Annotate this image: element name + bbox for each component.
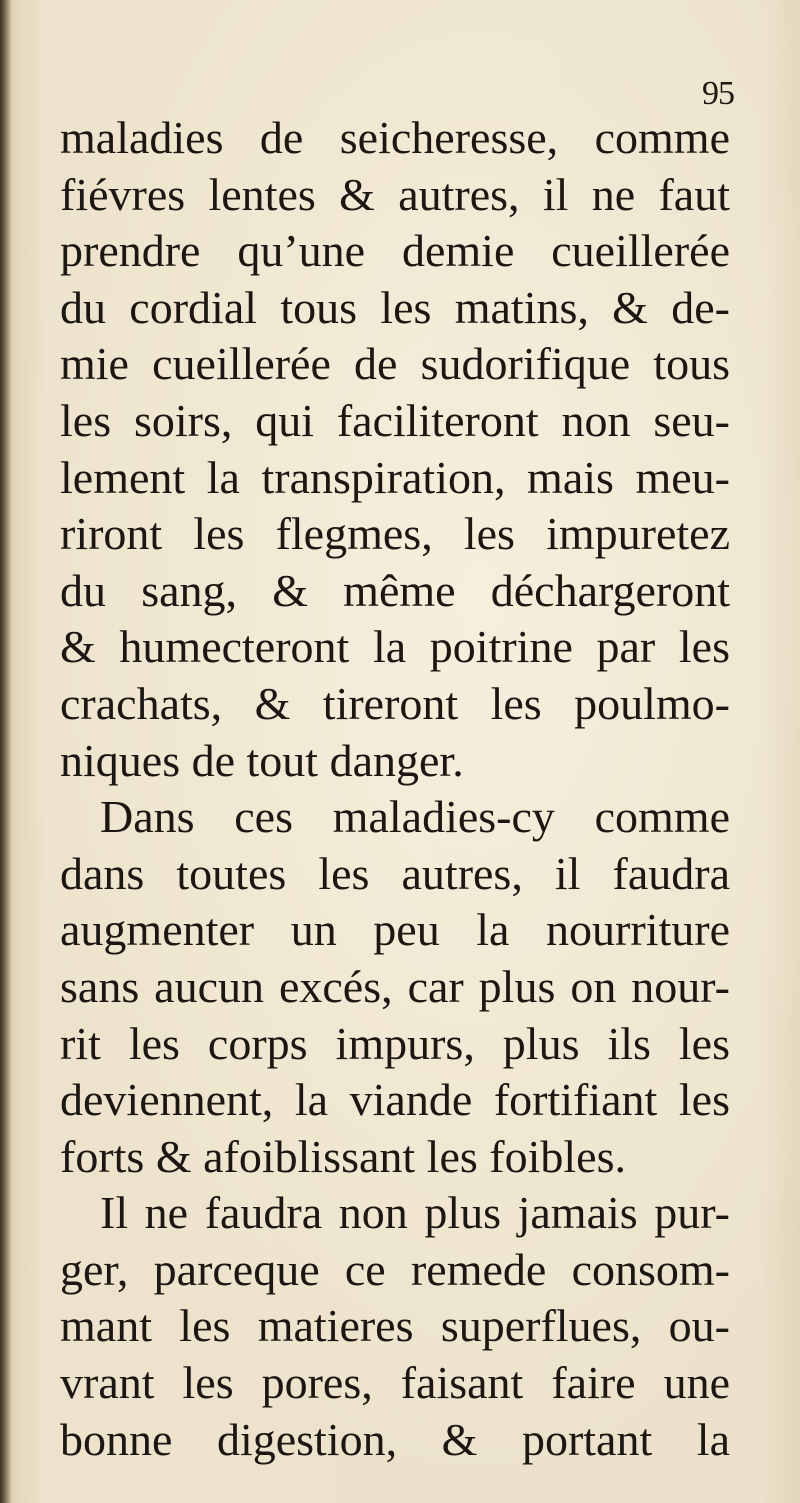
text-line: mie cueillerée de sudorifique tous [60, 338, 730, 390]
text-line: fiévres lentes & autres, il ne faut [60, 168, 730, 220]
text-line: augmenter un peu la nourriture [60, 904, 730, 956]
text-line: & humecteront la poitrine par les [60, 621, 730, 673]
page-number: 95 [702, 75, 734, 112]
text-line: deviennent, la viande fortifiant les [60, 1074, 730, 1126]
text-line: lement la transpiration, mais meu- [60, 451, 730, 503]
paragraph-start-line: Dans ces maladies-cy comme [100, 791, 730, 843]
text-line: riront les flegmes, les impuretez [60, 508, 730, 560]
paragraph-start-line: Il ne faudra non plus jamais pur- [100, 1187, 730, 1239]
text-line: ger, parceque ce remede consom- [60, 1243, 730, 1295]
text-line: mant les matieres superflues, ou- [60, 1300, 730, 1352]
text-line: dans toutes les autres, il faudra [60, 847, 730, 899]
page-gutter [0, 0, 12, 1503]
text-line: vrant les pores, faisant faire une [60, 1357, 730, 1409]
text-line: prendre qu’une demie cueillerée [60, 225, 730, 277]
text-line: rit les corps impurs, plus ils les [60, 1017, 730, 1069]
body-text [60, 110, 730, 1468]
text-line: sans aucun excés, car plus on nour- [60, 960, 730, 1012]
text-line: du sang, & même déchargeront [60, 564, 730, 616]
text-line: du cordial tous les matins, & de- [60, 281, 730, 333]
text-line: bonne digestion, & portant la [60, 1413, 730, 1465]
text-line: crachats, & tireront les poulmo- [60, 677, 730, 729]
text-line: forts & afoiblissant les foibles. [60, 1130, 626, 1182]
text-line: niques de tout danger. [60, 734, 464, 786]
text-line: les soirs, qui faciliteront non seu- [60, 394, 730, 446]
text-line: maladies de seicheresse, comme [60, 112, 730, 163]
